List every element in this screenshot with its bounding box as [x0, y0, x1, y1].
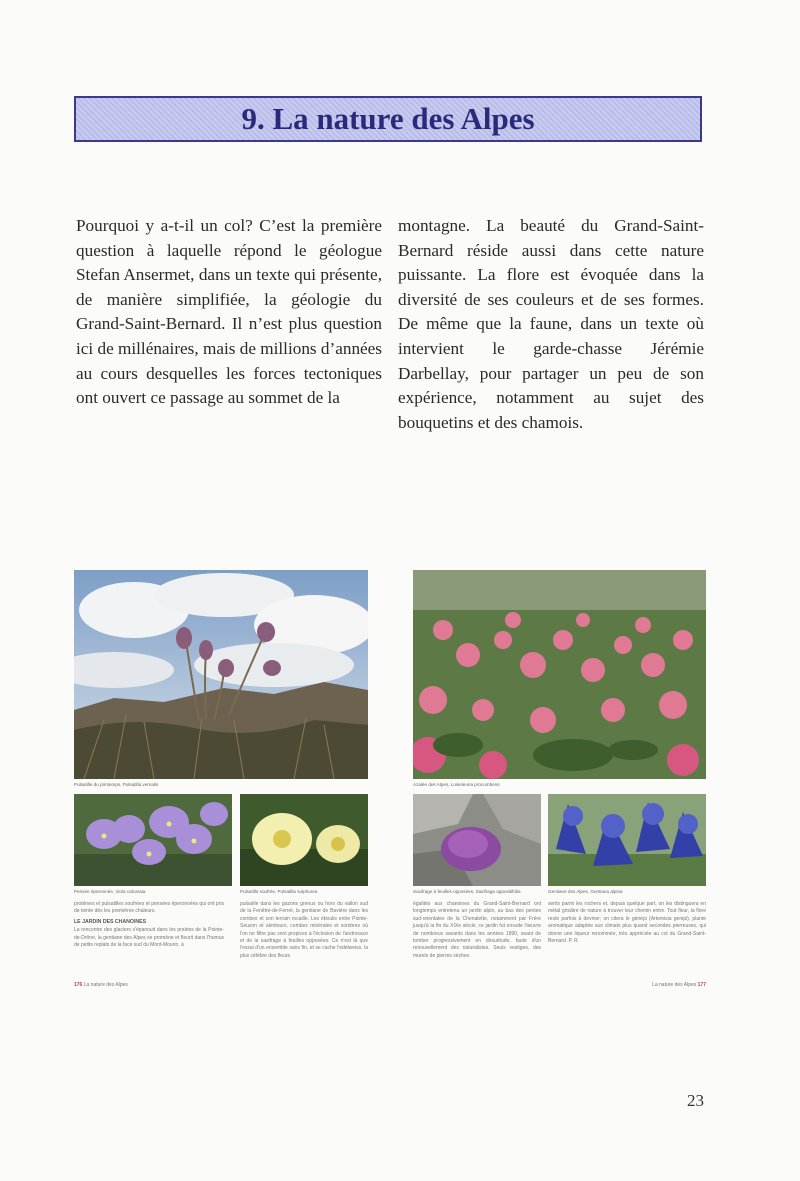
- intro-column-1: Pourquoi y a-t-il un col? C’est la première question à laquelle répond le géologue Stefan Ansermet, dans un texte qui présente, de manière simplifiée, la géologie du Grand-Saint-Bernard. Il n’est plus question ici de millénaires, mais de millions d’années au cours desquelles les forces tectoniques ont ouvert ce passage au sommet de la: [76, 216, 382, 408]
- left-page-text-col1-body: La rencontre des glaciers s'épanouit dans les prairies de la Pointe-de-Drône, la gentiane des Alpes se promène et fleurit dans l'humus de petits replats de la face sud du Mont-Mourin, à: [74, 927, 224, 949]
- right-folio-number: 177: [697, 982, 706, 988]
- section-heading-jardin: LE JARDIN DES CHANOINES: [74, 918, 147, 925]
- chapter-title-banner: [74, 96, 702, 142]
- photo-pulsatilla-vernalis: [74, 570, 368, 779]
- intro-column-2: montagne. La beauté du Grand-Saint-Bernard réside aussi dans cette nature puissante. La flore est évoquée dans la diversité de ses couleurs et de ses formes. De même que la faune, dans un texte où intervient le garde-chasse Jérémie Darbellay, pour partager un peu de son expérience, notamment au sujet des bouquetins et des chamois.: [398, 216, 704, 432]
- right-folio-text: La nature des Alpes: [652, 982, 697, 988]
- right-folio: [652, 982, 706, 988]
- right-page-text-col2: sertis parmi les rochers et, depuis quelque part, on les distinguera en métal grisâtre de nature à trouver leur chemin entre. Tout fleur, la flore reste parfois à deviner; on citera le génépi (Artemisia genipi), plante aromatique adaptée aux climats plus quand secondes pierreuses, qui donne une liqueur renommée, très appréciée au col du Grand-Saint-Bernard. P. R.: [548, 901, 706, 945]
- right-spread-page: [413, 570, 706, 995]
- page-number: 23: [687, 1091, 704, 1110]
- left-folio: [74, 982, 128, 988]
- caption-pulsatilla-vernalis: Pulsatille du printemps, Pulsatilla vernalis: [74, 782, 159, 787]
- left-page-text-col2: pulsatile dans les gazons grenus ou hors du vallon sud de la Fenêtre-de-Ferret, la gentiane de Bavière dans les combes et son terrain rocaille. Les éboulis entre Pointe-Seuzon et alentours, combes minérales et sombres où l'on ne filtre pas sont propices à l'éclosion de l'androsace et de la saxifrage à feuilles opposées. Ce n'est là que l'essai d'un ensemble sans fin, et se cache l'edelweiss, la plus célèbre des fleurs: [240, 901, 368, 959]
- photo-loiseleuria-procumbens: [413, 570, 706, 779]
- left-folio-text: La nature des Alpes: [83, 982, 128, 988]
- photo-viola-calcarata: [74, 794, 232, 886]
- photo-saxifraga-oppositifolia: [413, 794, 541, 886]
- caption-viola-calcarata: Pensée éperonnée, Viola calcarata: [74, 889, 146, 894]
- photo-gentiana-alpina: [548, 794, 706, 886]
- caption-pulsatilla-sulphurea: Pulsatille soufrée, Pulsatilla sulphurea: [240, 889, 318, 894]
- right-page-text-col1: égalités aux chanoines du Grand-Saint-Bernard ont longtemps entretenu un jardin alpin, au bas des pentes sud-orientales de la Chenalette, notamment par Frère jusqu'à la fin du XIXe siècle, ce jardin fut ensuite l'œuvre de nombreux savants dans les années 1890, avant de tomber progressivement en désuétude, faute d'un renouvellement des naturalistes. Seuls vestiges, des murets de pierres sèches: [413, 901, 541, 959]
- caption-saxifraga-oppositifolia: Saxifrage à feuilles opposées, Saxifraga oppositifolia: [413, 889, 521, 894]
- left-page-text-col1: [74, 901, 224, 949]
- caption-gentiana-alpina: Gentiane des Alpes, Gentiana alpina: [548, 889, 623, 894]
- left-spread-page: [74, 570, 368, 995]
- photo-pulsatilla-sulphurea: [240, 794, 368, 886]
- left-page-text-col1-top: protéines et pulsatilles soufrées et pensées éperonnées qui ont pris de teinte dès les premières chaleurs.: [74, 901, 224, 915]
- caption-loiseleuria-procumbens: Azalée des Alpes, Loiseleuria procumbens: [413, 782, 500, 787]
- left-folio-number: 176: [74, 982, 83, 988]
- chapter-title: 9. La nature des Alpes: [241, 101, 535, 136]
